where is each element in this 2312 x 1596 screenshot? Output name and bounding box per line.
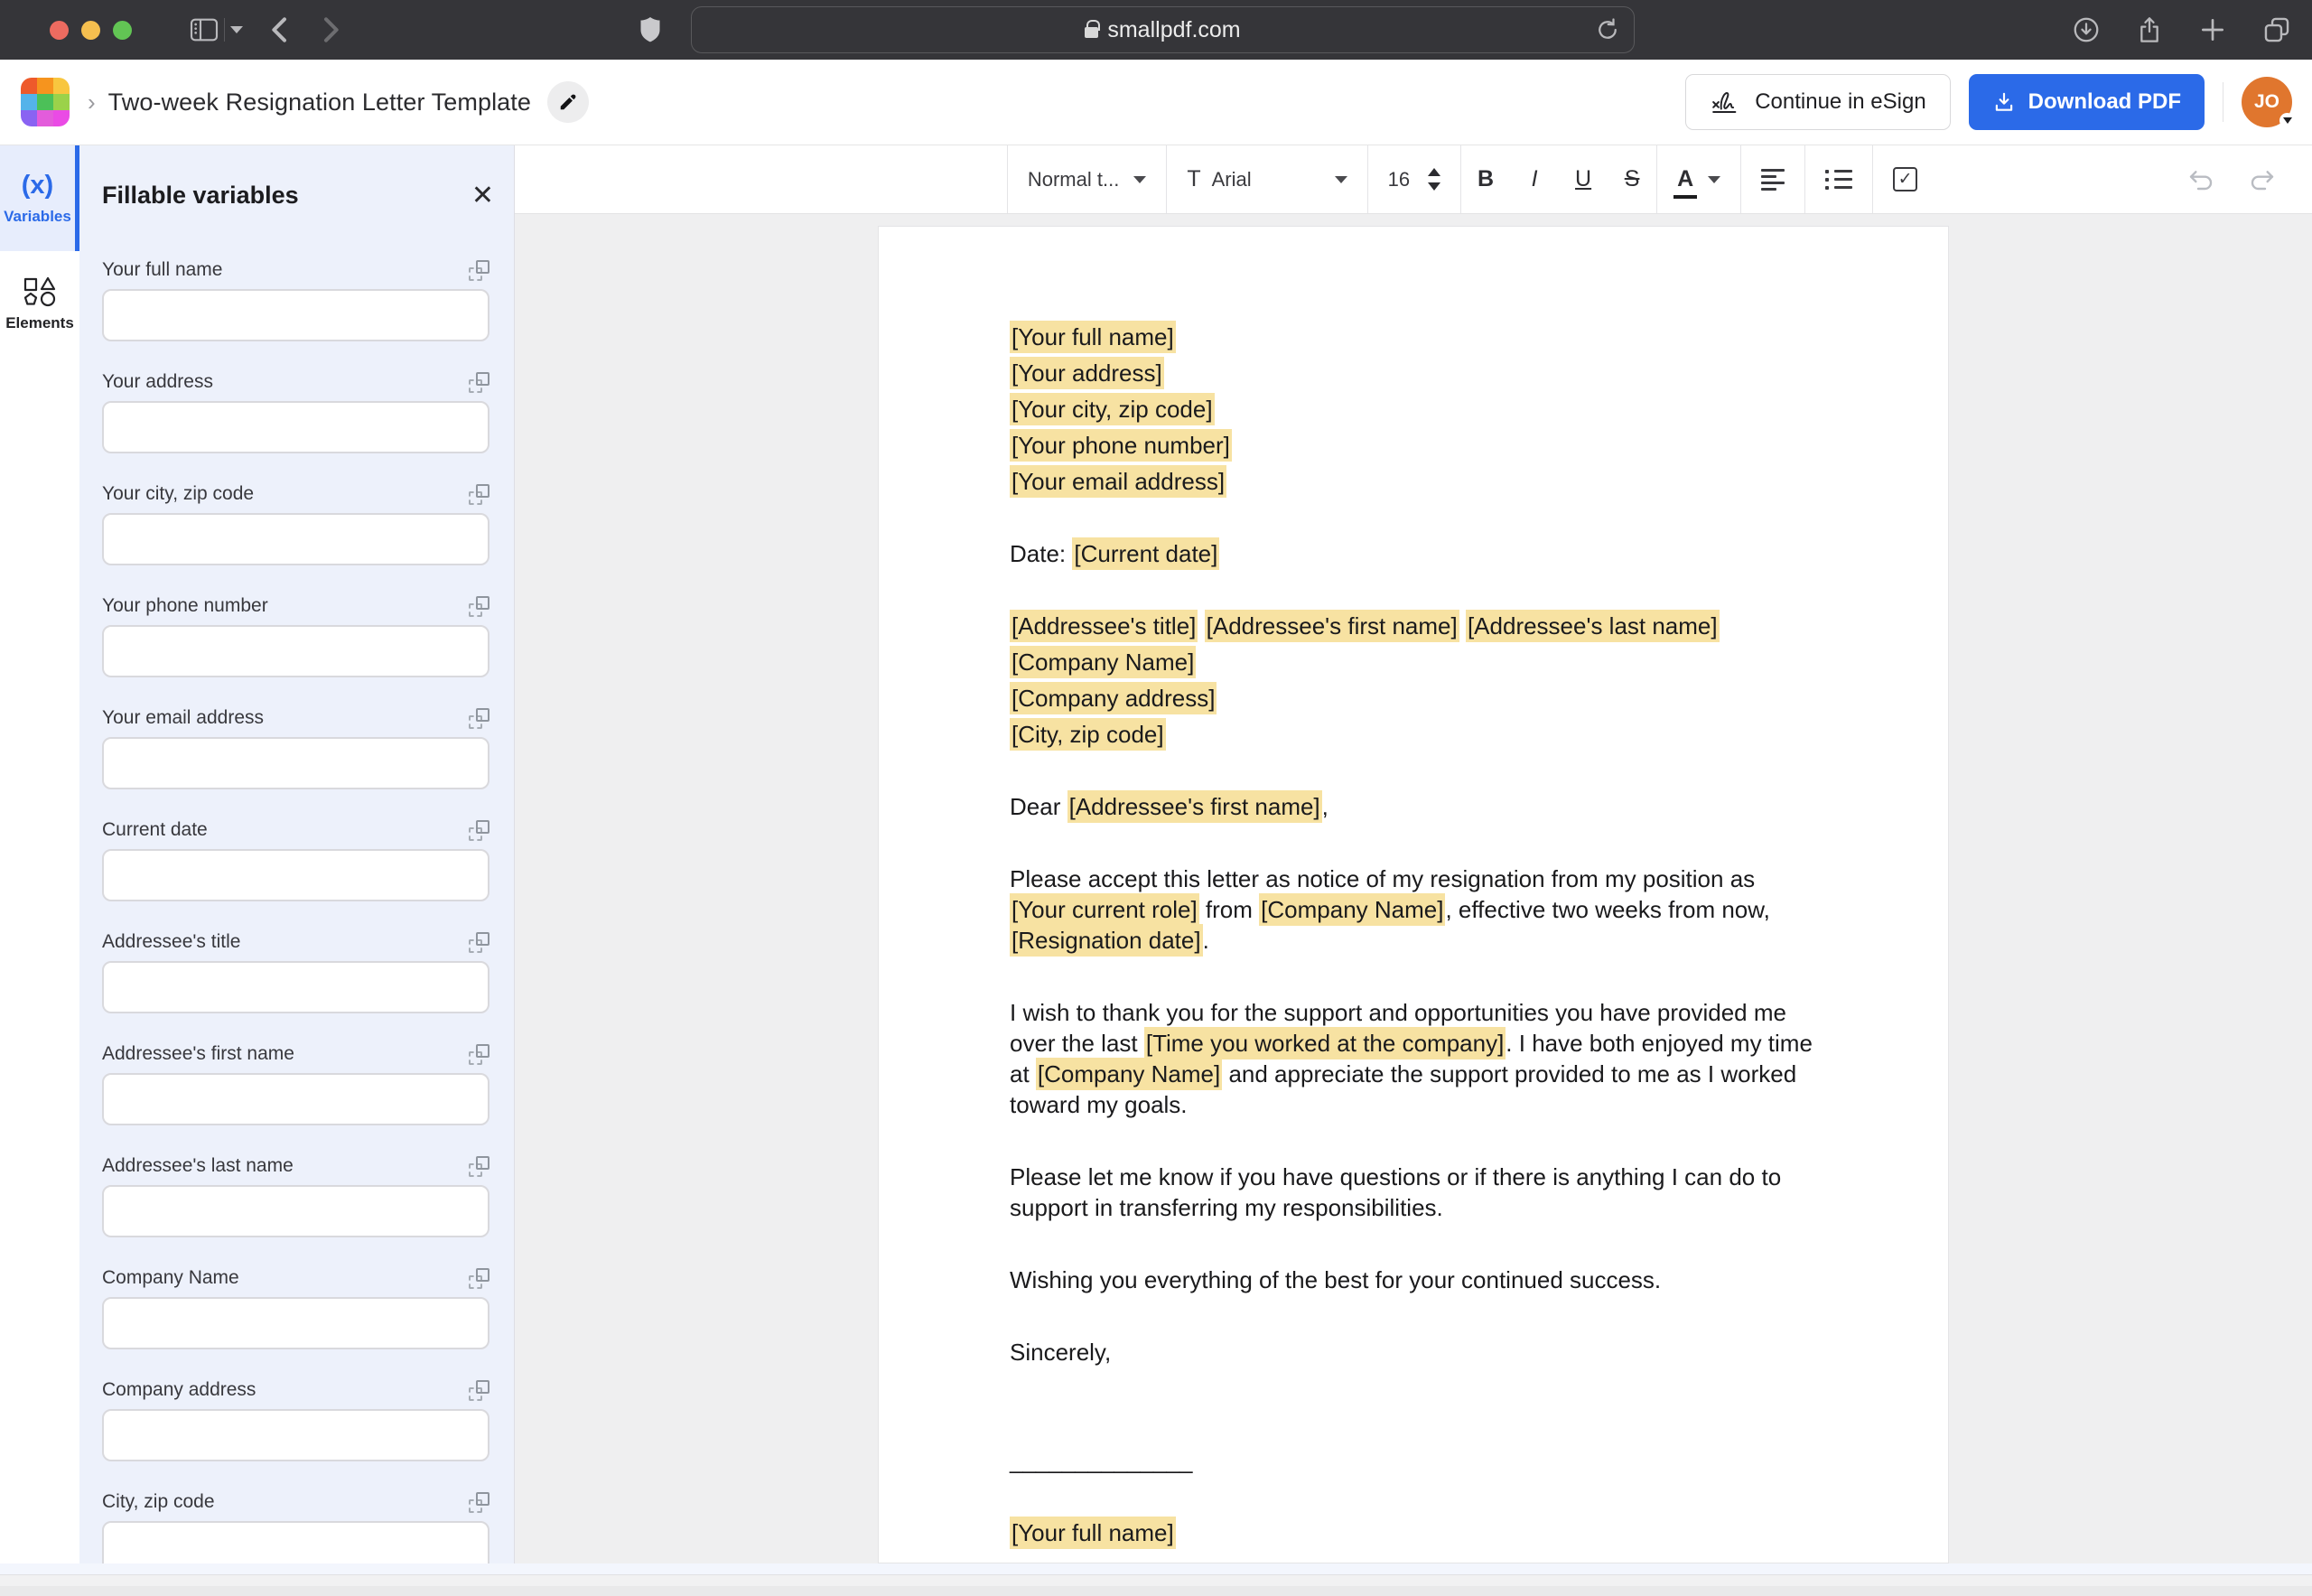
- font-size-value: 16: [1387, 167, 1411, 191]
- letter-text: Date:: [1010, 540, 1073, 567]
- letter-paragraph: [1010, 1162, 1813, 1223]
- checkbox-icon: ✓: [1893, 167, 1917, 191]
- variable-field-group: [102, 370, 489, 453]
- rename-button[interactable]: [547, 81, 589, 123]
- window-controls: [50, 21, 132, 40]
- variable-field-group: [102, 1154, 489, 1237]
- letter-text: I wish to thank you for the support and opportunities you have provided me over the last: [1010, 999, 1786, 1057]
- variable-highlight: [Company Name]: [1010, 646, 1196, 678]
- align-button[interactable]: [1741, 145, 1804, 213]
- lock-icon: [1085, 27, 1098, 38]
- font-glyph-icon: T: [1187, 166, 1201, 191]
- letter-text: Sincerely,: [1010, 1339, 1112, 1366]
- font-family-select[interactable]: [1167, 145, 1366, 213]
- chrome-divider: [224, 18, 225, 42]
- variable-input[interactable]: [102, 849, 489, 901]
- duplicate-variable-icon[interactable]: [469, 260, 489, 281]
- letter-paragraph: [1010, 647, 1813, 677]
- variable-label: Addressee's last name: [102, 1155, 294, 1176]
- variable-highlight: [Company address]: [1010, 682, 1217, 714]
- variable-highlight: [Your full name]: [1010, 1517, 1176, 1549]
- align-left-icon: [1761, 169, 1785, 191]
- letter-text: ______________: [1010, 1447, 1193, 1474]
- bullet-list-icon: [1825, 170, 1852, 190]
- variable-field-group: [102, 818, 489, 901]
- letter-paragraph: [1010, 827, 1813, 858]
- variable-highlight: [Your city, zip code]: [1010, 393, 1215, 425]
- letter-paragraph: [1010, 1337, 1813, 1367]
- avatar-initials: JO: [2253, 91, 2279, 112]
- underline-button[interactable]: [1559, 145, 1608, 213]
- account-avatar[interactable]: [2242, 77, 2292, 127]
- letter-paragraph: [1010, 1373, 1813, 1404]
- variable-highlight: [Addressee's first name]: [1067, 790, 1322, 823]
- variable-highlight: [Company Name]: [1036, 1058, 1222, 1090]
- letter-text: Wishing you everything of the best for your continued success.: [1010, 1266, 1662, 1293]
- font-size-control: [1368, 145, 1460, 213]
- elements-shapes-icon: [23, 276, 57, 307]
- letter-paragraph: [1010, 1125, 1813, 1156]
- duplicate-variable-icon[interactable]: [469, 820, 489, 841]
- app-header: [0, 60, 2312, 145]
- bold-label: B: [1478, 166, 1495, 191]
- variable-highlight: [Addressee's last name]: [1466, 610, 1720, 642]
- letter-text: Please accept this letter as notice of my resignation from my position as: [1010, 865, 1756, 892]
- download-icon: [1992, 90, 2016, 114]
- duplicate-variable-icon[interactable]: [469, 1380, 489, 1401]
- rail-item-label: Variables: [4, 208, 71, 225]
- document-canvas: [515, 214, 2312, 1596]
- strikethrough-button[interactable]: [1608, 145, 1656, 213]
- letter-text: , effective two weeks from now,: [1445, 896, 1770, 923]
- variable-input[interactable]: [102, 401, 489, 453]
- variable-highlight: [Your email address]: [1010, 465, 1226, 498]
- variable-label: Current date: [102, 819, 208, 840]
- variable-highlight: [Addressee's first name]: [1205, 610, 1459, 642]
- duplicate-variable-icon[interactable]: [469, 484, 489, 505]
- pencil-icon: [558, 92, 578, 112]
- variable-highlight: [Current date]: [1072, 537, 1219, 570]
- variable-input[interactable]: [102, 737, 489, 789]
- sidebar-toggle-icon[interactable]: [190, 17, 219, 42]
- bottom-band: [0, 1574, 2312, 1596]
- variable-label: Your phone number: [102, 595, 268, 616]
- bold-button[interactable]: [1461, 145, 1510, 213]
- letter-paragraph: [1010, 611, 1813, 641]
- duplicate-variable-icon[interactable]: [469, 1156, 489, 1177]
- chevron-down-icon: [1133, 176, 1146, 183]
- checkbox-button[interactable]: [1873, 145, 1937, 213]
- letter-text: Please let me know if you have questions or if there is anything I can do to support in transferring my responsibilities.: [1010, 1163, 1782, 1221]
- letter-text: and appreciate the support provided to me as I worked toward my goals.: [1010, 1060, 1797, 1118]
- letter-paragraph: [1010, 997, 1813, 1120]
- letter-paragraph: [1010, 863, 1813, 956]
- variable-label: Your full name: [102, 259, 223, 280]
- new-tab-icon[interactable]: [2198, 15, 2227, 44]
- letter-paragraph: [1010, 394, 1813, 425]
- letter-paragraph: [1010, 1265, 1813, 1295]
- rail-item-elements[interactable]: [0, 251, 79, 357]
- variable-field-group: [102, 1042, 489, 1125]
- variable-label: Your city, zip code: [102, 483, 255, 504]
- variable-label: Company address: [102, 1379, 256, 1400]
- variable-input[interactable]: [102, 1409, 489, 1461]
- duplicate-variable-icon[interactable]: [469, 932, 489, 953]
- forward-icon[interactable]: [319, 16, 342, 43]
- duplicate-variable-icon[interactable]: [469, 596, 489, 617]
- rail-item-label: Elements: [5, 313, 74, 331]
- text-color-button[interactable]: [1657, 145, 1740, 213]
- esign-signature-icon: [1710, 89, 1742, 116]
- bottom-band: [0, 1563, 2312, 1574]
- download-pdf-button[interactable]: [1969, 74, 2205, 130]
- variable-field-group: [102, 930, 489, 1013]
- variable-input[interactable]: [102, 513, 489, 565]
- variable-field-list: [79, 210, 514, 1573]
- variable-input[interactable]: [102, 289, 489, 341]
- variable-highlight: [Your current role]: [1010, 893, 1199, 926]
- fillable-variables-panel: [79, 145, 515, 1596]
- panel-title: Fillable variables: [102, 182, 299, 209]
- shield-icon[interactable]: [638, 15, 663, 44]
- letter-paragraph: [1010, 538, 1813, 569]
- letter-paragraph: [1010, 961, 1813, 992]
- letter-text: from: [1198, 896, 1260, 923]
- variable-input[interactable]: [102, 1073, 489, 1125]
- variables-icon: (x): [21, 171, 54, 200]
- paragraph-style-select[interactable]: [1008, 145, 1166, 213]
- variable-field-group: [102, 258, 489, 341]
- italic-label: I: [1531, 166, 1538, 191]
- duplicate-variable-icon[interactable]: [469, 1268, 489, 1289]
- download-pdf-label: Download PDF: [2028, 89, 2181, 114]
- reload-icon[interactable]: [1594, 16, 1621, 43]
- variable-highlight: [Your phone number]: [1010, 429, 1232, 462]
- letter-paragraph: [1010, 466, 1813, 497]
- text-color-icon: A: [1677, 166, 1693, 192]
- close-window-button[interactable]: [50, 21, 69, 40]
- variable-field-group: [102, 1378, 489, 1461]
- letter-text: .: [1202, 927, 1209, 954]
- variable-field-group: [102, 482, 489, 565]
- document-page[interactable]: [878, 226, 1949, 1563]
- variable-highlight: [Your full name]: [1010, 321, 1176, 353]
- continue-esign-label: Continue in eSign: [1755, 89, 1926, 114]
- variable-field-group: [102, 706, 489, 789]
- breadcrumb-chevron: ›: [88, 88, 96, 116]
- variable-highlight: [Your address]: [1010, 357, 1164, 389]
- smallpdf-logo[interactable]: [21, 78, 70, 126]
- variable-field-group: [102, 1490, 489, 1573]
- bullet-list-button[interactable]: [1805, 145, 1872, 213]
- letter-paragraph: [1010, 502, 1813, 533]
- letter-text: [1198, 612, 1204, 639]
- letter-paragraph: [1010, 322, 1813, 352]
- variable-label: Addressee's first name: [102, 1043, 294, 1064]
- redo-icon[interactable]: [2247, 166, 2276, 193]
- variable-highlight: [City, zip code]: [1010, 718, 1166, 751]
- tab-overview-icon[interactable]: [2261, 14, 2292, 45]
- duplicate-variable-icon[interactable]: [469, 1492, 489, 1513]
- duplicate-variable-icon[interactable]: [469, 372, 489, 393]
- downloads-icon[interactable]: [2072, 15, 2101, 44]
- letter-text: . I have both enjoyed my time at: [1010, 1030, 1813, 1087]
- variable-input[interactable]: [102, 625, 489, 677]
- close-icon[interactable]: ✕: [471, 180, 494, 210]
- variable-label: City, zip code: [102, 1491, 215, 1512]
- tab-group-chevron-icon[interactable]: [230, 26, 243, 33]
- letter-paragraph: [1010, 1228, 1813, 1259]
- document-title: Two-week Resignation Letter Template: [107, 88, 532, 116]
- browser-chrome: [0, 0, 2312, 60]
- duplicate-variable-icon[interactable]: [469, 1044, 489, 1065]
- variable-field-group: [102, 594, 489, 677]
- italic-button[interactable]: [1510, 145, 1559, 213]
- font-size-increase-icon[interactable]: [1428, 168, 1440, 176]
- letter-paragraph: [1010, 1409, 1813, 1440]
- variable-field-group: [102, 1266, 489, 1349]
- variable-highlight: [Company Name]: [1259, 893, 1445, 926]
- letter-paragraph: [1010, 719, 1813, 750]
- rail-item-variables[interactable]: [0, 145, 79, 251]
- back-icon[interactable]: [268, 16, 292, 43]
- variable-label: Company Name: [102, 1267, 239, 1288]
- chevron-down-icon: [1335, 176, 1347, 183]
- letter-paragraph: [1010, 358, 1813, 388]
- undo-icon[interactable]: [2187, 166, 2216, 193]
- variable-label: Your email address: [102, 707, 264, 728]
- variable-input[interactable]: [102, 1185, 489, 1237]
- paragraph-style-value: Normal t...: [1027, 167, 1120, 191]
- letter-body[interactable]: [1010, 322, 1813, 1548]
- letter-paragraph: [1010, 683, 1813, 714]
- fullscreen-window-button[interactable]: [113, 21, 132, 40]
- font-size-decrease-icon[interactable]: [1428, 182, 1440, 191]
- avatar-caret-icon: [2279, 113, 2295, 128]
- minimize-window-button[interactable]: [81, 21, 100, 40]
- letter-paragraph: [1010, 1301, 1813, 1331]
- variable-highlight: [Resignation date]: [1010, 924, 1203, 957]
- letter-text: ,: [1321, 793, 1328, 820]
- url-text: smallpdf.com: [1107, 16, 1241, 42]
- font-family-value: Arial: [1211, 167, 1252, 191]
- formatting-toolbar: [515, 145, 2312, 214]
- variable-input[interactable]: [102, 961, 489, 1013]
- variable-label: Your address: [102, 371, 213, 392]
- letter-text: Dear: [1010, 793, 1067, 820]
- underline-label: U: [1575, 166, 1592, 191]
- variable-highlight: [Time you worked at the company]: [1144, 1027, 1506, 1059]
- share-icon[interactable]: [2135, 15, 2164, 44]
- letter-paragraph: [1010, 791, 1813, 822]
- letter-paragraph: [1010, 430, 1813, 461]
- letter-paragraph: [1010, 755, 1813, 786]
- strikethrough-label: S: [1624, 166, 1640, 191]
- chevron-down-icon: [1708, 176, 1720, 183]
- variable-highlight: [Addressee's title]: [1010, 610, 1198, 642]
- continue-esign-button[interactable]: [1685, 74, 1950, 130]
- duplicate-variable-icon[interactable]: [469, 708, 489, 729]
- left-rail: [0, 145, 79, 1596]
- letter-paragraph: [1010, 1481, 1813, 1512]
- variable-input[interactable]: [102, 1297, 489, 1349]
- letter-text: [1459, 612, 1466, 639]
- variable-label: Addressee's title: [102, 931, 241, 952]
- url-bar[interactable]: [691, 6, 1635, 53]
- letter-paragraph: [1010, 1517, 1813, 1548]
- letter-paragraph: [1010, 1445, 1813, 1476]
- letter-paragraph: [1010, 574, 1813, 605]
